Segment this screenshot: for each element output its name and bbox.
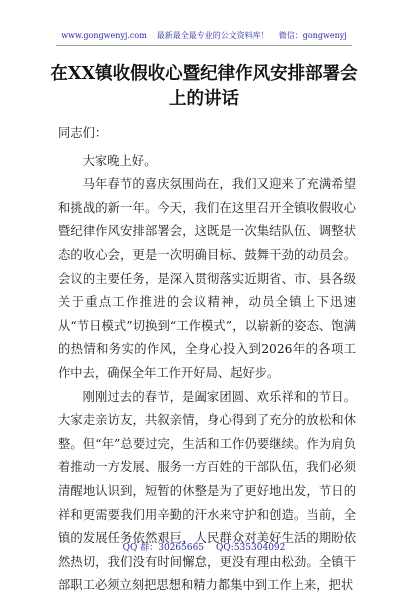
footer-qq-number: QQ:535304092 xyxy=(216,543,286,553)
page-header xyxy=(0,31,408,41)
document-title xyxy=(40,62,368,112)
document-body xyxy=(58,122,356,598)
header-divider xyxy=(56,45,352,46)
title-line-2: 上的讲话 xyxy=(169,89,239,109)
header-wechat: 微信：gongwenyj xyxy=(278,31,347,40)
header-website: www.gongwenyj.com xyxy=(61,31,147,40)
body-paragraph: 马年春节的喜庆氛围尚在，我们又迎来了充满希望和挑战的新一年。今天，我们在这里召开全镇收假收心暨纪律作风安排部署会，这既是一次集结队伍、调整状态的收心会，更是一次明确目标、鼓舞干劲的动员会。会议的主要任务，是深入贯彻落实近期省、市、县各级关于重点工作推进的会议精神，动员全镇上下迅速从“节日模式”切换到“工作模式”，以崭新的姿态、饱满的热情和务实的作风，全身心投入到2026年的各项工作中去，确保全年工作开好局、起好步。 xyxy=(58,177,356,380)
title-line-1: 在XX镇收假收心暨纪律作风安排部署会 xyxy=(50,64,358,84)
page-footer xyxy=(0,543,408,554)
greeting: 大家晚上好。 xyxy=(82,153,157,168)
salutation: 同志们： xyxy=(58,126,108,140)
footer-qq-group: QQ 群：30265665 xyxy=(122,543,205,553)
body-paragraph: 刚刚过去的春节，是阖家团圆、欢乐祥和的节日。大家走亲访友，共叙亲情，身心得到了充分的放松和休整。但“年”总要过完，生活和工作仍要继续。作为肩负着推动一方发展、服务一方百姓的干部队伍，我们必须清醒地认识到，短暂的休整是为了更好地出发，节日的祥和更需要我们用辛勤的汗水来守护和创造。当前，全镇的发展任务依然艰巨，人民群众对美好生活的期盼依然热切，我们没有时间懈怠，更没有理由松劲。全镇干部职工必须立刻把思想和精力都集中到工作上来，把状 xyxy=(58,389,356,593)
header-slogan: 最新最全最专业的公文资料库！ xyxy=(156,31,269,40)
